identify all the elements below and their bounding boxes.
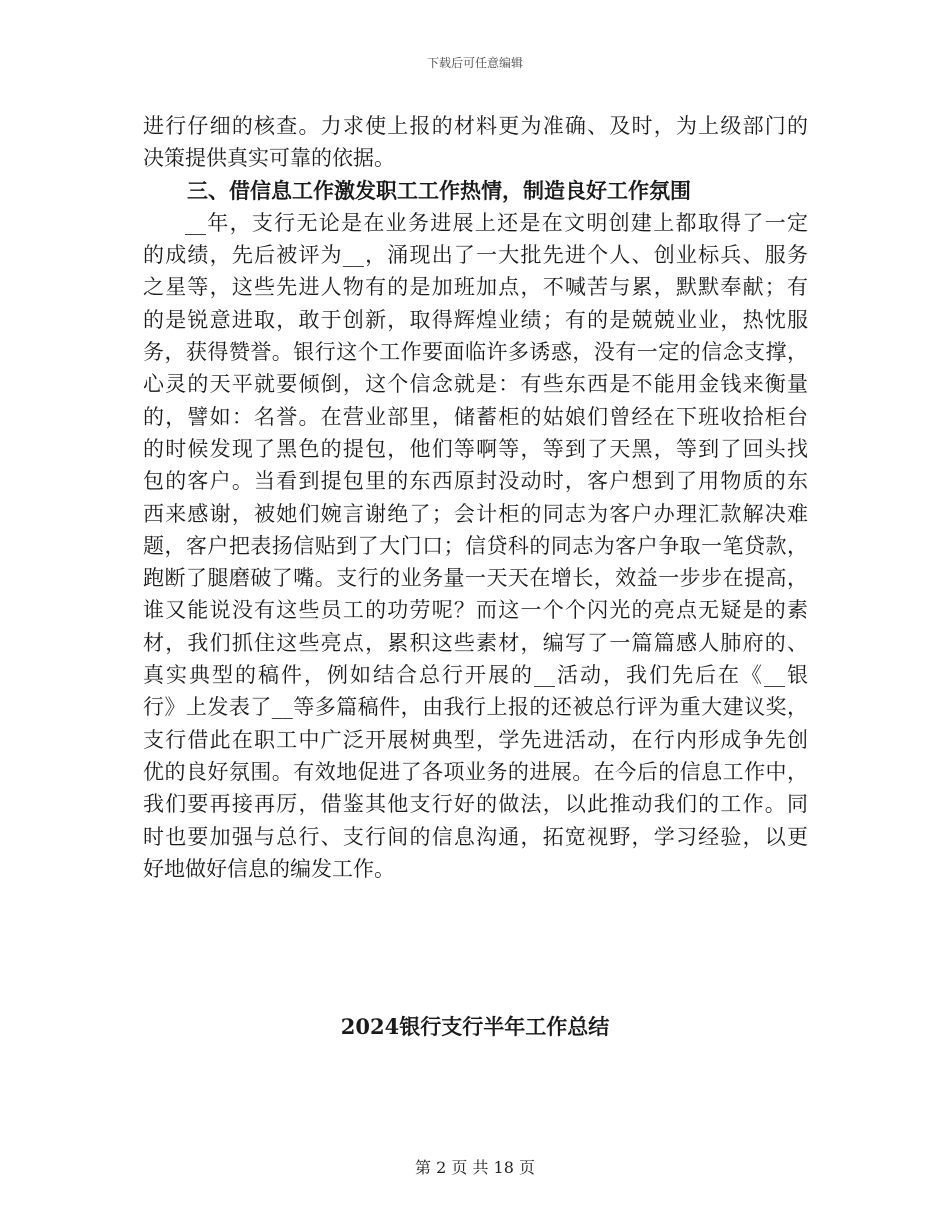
paragraph-2 [143, 207, 808, 885]
document-title: 2024银行支行半年工作总结 [340, 1014, 610, 1039]
text-line: 西来感谢，被她们婉言谢绝了；会计柜的同志为客户办理汇款解决难 [143, 501, 808, 526]
text-line: 跑断了腿磨破了嘴。支行的业务量一天天在增长，效益一步步在提高， [143, 566, 808, 591]
text-line: 务，获得赞誉。银行这个工作要面临许多诱惑，没有一定的信念支撑， [143, 340, 808, 365]
text-line: 的是锐意进取，敢于创新，取得辉煌业绩；有的是兢兢业业，热忱服 [143, 307, 808, 332]
text-line: 真实典型的稿件，例如结合总行开展的__活动，我们先后在《__银 [143, 663, 808, 688]
text-line: 之星等，这些先进人物有的是加班加点，不喊苦与累，默默奉献；有 [143, 275, 808, 300]
text-line: 我们要再接再厉，借鉴其他支行好的做法，以此推动我们的工作。同 [143, 792, 808, 817]
text-line: 决策提供真实可靠的依据。 [143, 146, 395, 171]
text-line: 时也要加强与总行、支行间的信息沟通，拓宽视野，学习经验，以更 [143, 824, 808, 849]
text-line: 的，譬如：名誉。在营业部里，储蓄柜的姑娘们曾经在下班收拾柜台 [143, 404, 808, 429]
paragraph-1 [143, 110, 808, 175]
text-line: 好地做好信息的编发工作。 [143, 856, 395, 881]
text-line: 心灵的天平就要倾倒，这个信念就是：有些东西是不能用金钱来衡量 [143, 372, 808, 397]
text-line: 的时候发现了黑色的提包，他们等啊等，等到了天黑，等到了回头找 [143, 436, 808, 461]
text-line: 的成绩，先后被评为__，涌现出了一大批先进个人、创业标兵、服务 [143, 243, 808, 268]
text-line: 进行仔细的核查。力求使上报的材料更为准确、及时，为上级部门的 [143, 114, 808, 138]
page-header: 下载后可任意编辑 [426, 56, 523, 70]
text-line: 优的良好氛围。有效地促进了各项业务的进展。在今后的信息工作中， [143, 759, 808, 784]
document-body [143, 110, 808, 885]
text-line: 支行借此在职工中广泛开展树典型，学先进活动，在行内形成争先创 [143, 727, 808, 752]
text-line: 材，我们抓住这些亮点，累积这些素材，编写了一篇篇感人肺府的、 [143, 630, 808, 655]
page-footer: 第 2 页 共 18 页 [415, 1158, 535, 1177]
section-heading: 三、借信息工作激发职工工作热情，制造良好工作氛围 [187, 177, 691, 203]
text-line: 谁又能说没有这些员工的功劳呢？而这一个个闪光的亮点无疑是的素 [143, 598, 808, 623]
text-line: 行》上发表了__等多篇稿件，由我行上报的还被总行评为重大建议奖， [143, 695, 808, 720]
text-line: 包的客户。当看到提包里的东西原封没动时，客户想到了用物质的东 [143, 469, 808, 494]
text-line: __年，支行无论是在业务进展上还是在文明创建上都取得了一定 [185, 210, 808, 235]
text-line: 题，客户把表扬信贴到了大门口；信贷科的同志为客户争取一笔贷款， [143, 533, 808, 558]
